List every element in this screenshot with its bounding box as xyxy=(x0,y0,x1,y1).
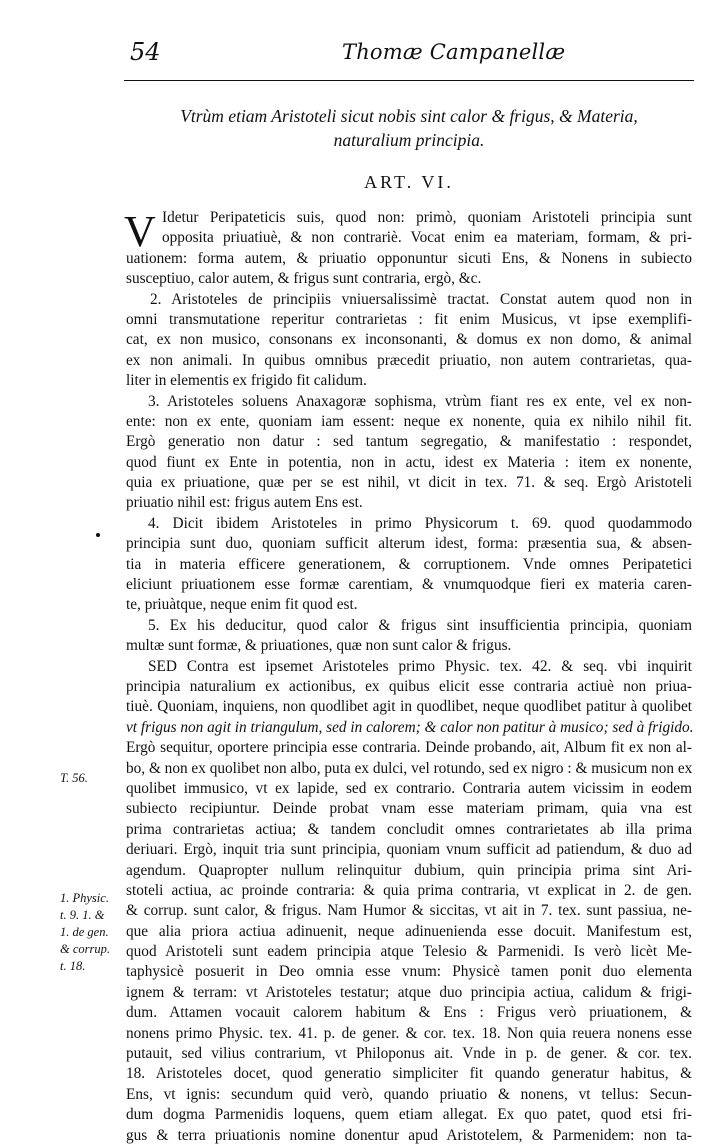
text-line: Ergò sequitur, oportere principia esse contraria. Deinde probando, ait, Album fit ex non al- xyxy=(126,739,692,757)
text-line: Ergò generatio non datur : sed tantum segregatio, & manifestatio : respondet, xyxy=(126,433,692,451)
text-line: dum dogma Parmenidis loquens, quem etiam allegat. Ex quo patet, quod etsi fri- xyxy=(126,1106,692,1124)
margin-note-line: t. 18. xyxy=(60,959,86,973)
margin-note-line: 1. Physic. xyxy=(60,891,109,905)
text-line: SED Contra est ipsemet Aristoteles primo Physic. tex. 42. & seq. vbi inquirit xyxy=(148,657,692,675)
text-line: & corrup. sunt calor, & frigus. Nam Humor & siccitas, vt ait in 7. tex. sunt passiua, ne- xyxy=(126,902,692,920)
margin-note-line: 1. de gen. xyxy=(60,925,109,939)
text-line: subiecto recipiuntur. Deinde probat vnam esse materiam primam, quia vna est xyxy=(126,800,692,818)
text-line: eliciunt priuationem esse formæ carentiam, & vnumquodque fieri ex materia caren- xyxy=(126,576,692,594)
margin-note-t56: T. 56. xyxy=(60,771,88,785)
text-line: vt frigus non agit in triangulum, sed in calorem; & calor non patitur à musico; sed à frigido. xyxy=(126,718,694,736)
article-heading: ART. VI. xyxy=(364,172,454,192)
text-line: quolibet immusico, vt ex lapide, sed ex contrario. Contraria autem vicissim in eodem xyxy=(126,779,692,797)
text-line: 2. Aristoteles de principiis vniuersalissimè tractat. Constat autem quod non in xyxy=(150,290,692,308)
text-line: taphysicè posuerit in Deo omnia esse vnum: Physicè tamen ponit duo elementa xyxy=(126,963,692,981)
text-line: gus & terra priuationis nomine donentur apud Aristotelem, & Parmenidem: non ta- xyxy=(126,1126,692,1144)
text-line: dum. Attamen vocauit calorem habitum & Ens : Frigus verò priuationem, & xyxy=(126,1004,692,1022)
question-title-line-1: Vtrùm etiam Aristoteli sicut nobis sint calor & frigus, & Materia, xyxy=(180,106,638,126)
margin-note-line: t. 9. 1. & xyxy=(60,908,105,922)
text-line: te, priuàtque, neque enim fit quod est. xyxy=(126,596,358,614)
text-line: ente: non ex ente, quoniam iam essent: neque ex nonente, quia ex nihilo nihil fit. xyxy=(126,412,692,430)
text-line: prima contrarietas actiua; & tandem concludit omnes contrarietates ab illa prima xyxy=(126,820,692,838)
text-line: 18. Aristoteles docet, quod generatio simpliciter fit quando generatur habitus, & xyxy=(126,1065,692,1083)
text-line: quia ex priuatione, quæ per se est nihil, vt dicit in tex. 71. & seq. Ergò Aristoteli xyxy=(126,474,692,492)
text-line: omni transmutatione reperitur contrarietas : fit enim Musicus, vt ipse exemplifi- xyxy=(126,310,692,328)
text-line: principia sunt duo, quoniam sufficit alterum idest, forma: præsentia sua, & absen- xyxy=(126,535,692,553)
text-line: putauit, sed vilius contrarium, vt Philoponus ait. Vnde in p. de gener. & cor. tex. xyxy=(126,1045,692,1063)
text-line: tia in materia efficere generationem, & corruptionem. Vnde omnes Peripatetici xyxy=(126,555,692,573)
text-line: opposita priuatiuè, & non contrariè. Vocat enim ea materiam, formam, & pri- xyxy=(162,229,692,247)
text-line: 4. Dicit ibidem Aristoteles in primo Physicorum t. 69. quod quodammodo xyxy=(148,514,692,532)
text-line: 5. Ex his deducitur, quod calor & frigus sint insufficientia principia, quoniam xyxy=(148,616,692,634)
text-line: que alia priora actiua adinuenit, neque adinuenienda esse docuit. Manifestum est, xyxy=(126,922,692,940)
margin-note-physic xyxy=(60,890,110,975)
text-line: deriuari. Ergò, inquit tria sunt principia, quoniam vnum sufficit ad patiendum, & duo ad xyxy=(126,841,692,859)
text-line: liter in elementis ex frigido fit calidum. xyxy=(126,372,367,390)
text-line: Idetur Peripateticis suis, quod non: primò, quoniam Aristoteli principia sunt xyxy=(162,209,692,226)
ink-speck xyxy=(96,533,100,537)
text-line: tiuè. Quoniam, inquiens, non quodlibet agit in quodlibet, neque quodlibet patitur à quolibet xyxy=(126,698,692,716)
text-line: bo, & non ex quolibet non albo, puta ex dulci, vel rotundo, sed ex nigro : & musicum non ex xyxy=(126,759,693,777)
question-title-line-2: naturalium principia. xyxy=(333,130,485,150)
text-line: agendum. Quapropter nullum relinquitur dubium, quin principia prima sint Ari- xyxy=(126,861,692,879)
text-line: Ens, vt ignis: secundum quid verò, quando priuatio & nonens, vt tellus: Secun- xyxy=(126,1085,692,1103)
running-title: Thomæ Campanellæ xyxy=(342,40,566,64)
question-title xyxy=(126,104,692,152)
text-line: cat, ex non musico, consonans ex inconsonanti, & domus ex non domo, & animal xyxy=(126,331,692,349)
text-line: ex non animali. In quibus omnibus præcedit priuatio, non autem contrarietas, qua- xyxy=(126,351,692,369)
text-line: 3. Aristoteles soluens Anaxagoræ sophisma, vtrùm fiant res ex ente, vel ex non- xyxy=(148,392,692,410)
margin-note-line: & corrup. xyxy=(60,942,110,956)
page-number: 54 xyxy=(130,38,161,66)
body-text xyxy=(126,208,692,1146)
text-line: nonens primo Physic. tex. 41. p. de gener. & cor. tex. 18. Non quia reuera nonens esse xyxy=(126,1024,692,1042)
running-head xyxy=(126,38,696,78)
drop-cap: V xyxy=(124,207,156,256)
header-rule xyxy=(124,80,694,81)
text-line: priuatio nihil est: frigus autem Ens est. xyxy=(126,494,363,512)
text-line: uationem: forma autem, & priuatio opponuntur sicuti Ens, & Nonens in subiecto xyxy=(126,249,692,267)
text-line: principia naturalium ex actionibus, ex quibus elicit esse contraria actiuè non priua- xyxy=(126,677,692,695)
text-line: susceptiuo, calor autem, & frigus sunt contraria, ergò, &c. xyxy=(126,270,482,288)
text-line: quod Aristoteli sunt eadem principia atque Telesio & Parmenidi. Is verò licèt Me- xyxy=(126,943,692,961)
text-line: ignem & terram: vt Aristoteles testatur; atque duo principia actiua, calidum & frigi- xyxy=(126,983,692,1001)
text-line: stoteli actiua, ac proinde contraria: & quia prima contraria, vt explicat in 2. de gen. xyxy=(126,881,692,899)
text-line: multæ sunt formæ, & priuationes, quæ non sunt calor & frigus. xyxy=(126,637,512,655)
text-line: quod fiunt ex Ente in potentia, non in actu, idest ex Materia : item ex nonente, xyxy=(126,453,692,471)
